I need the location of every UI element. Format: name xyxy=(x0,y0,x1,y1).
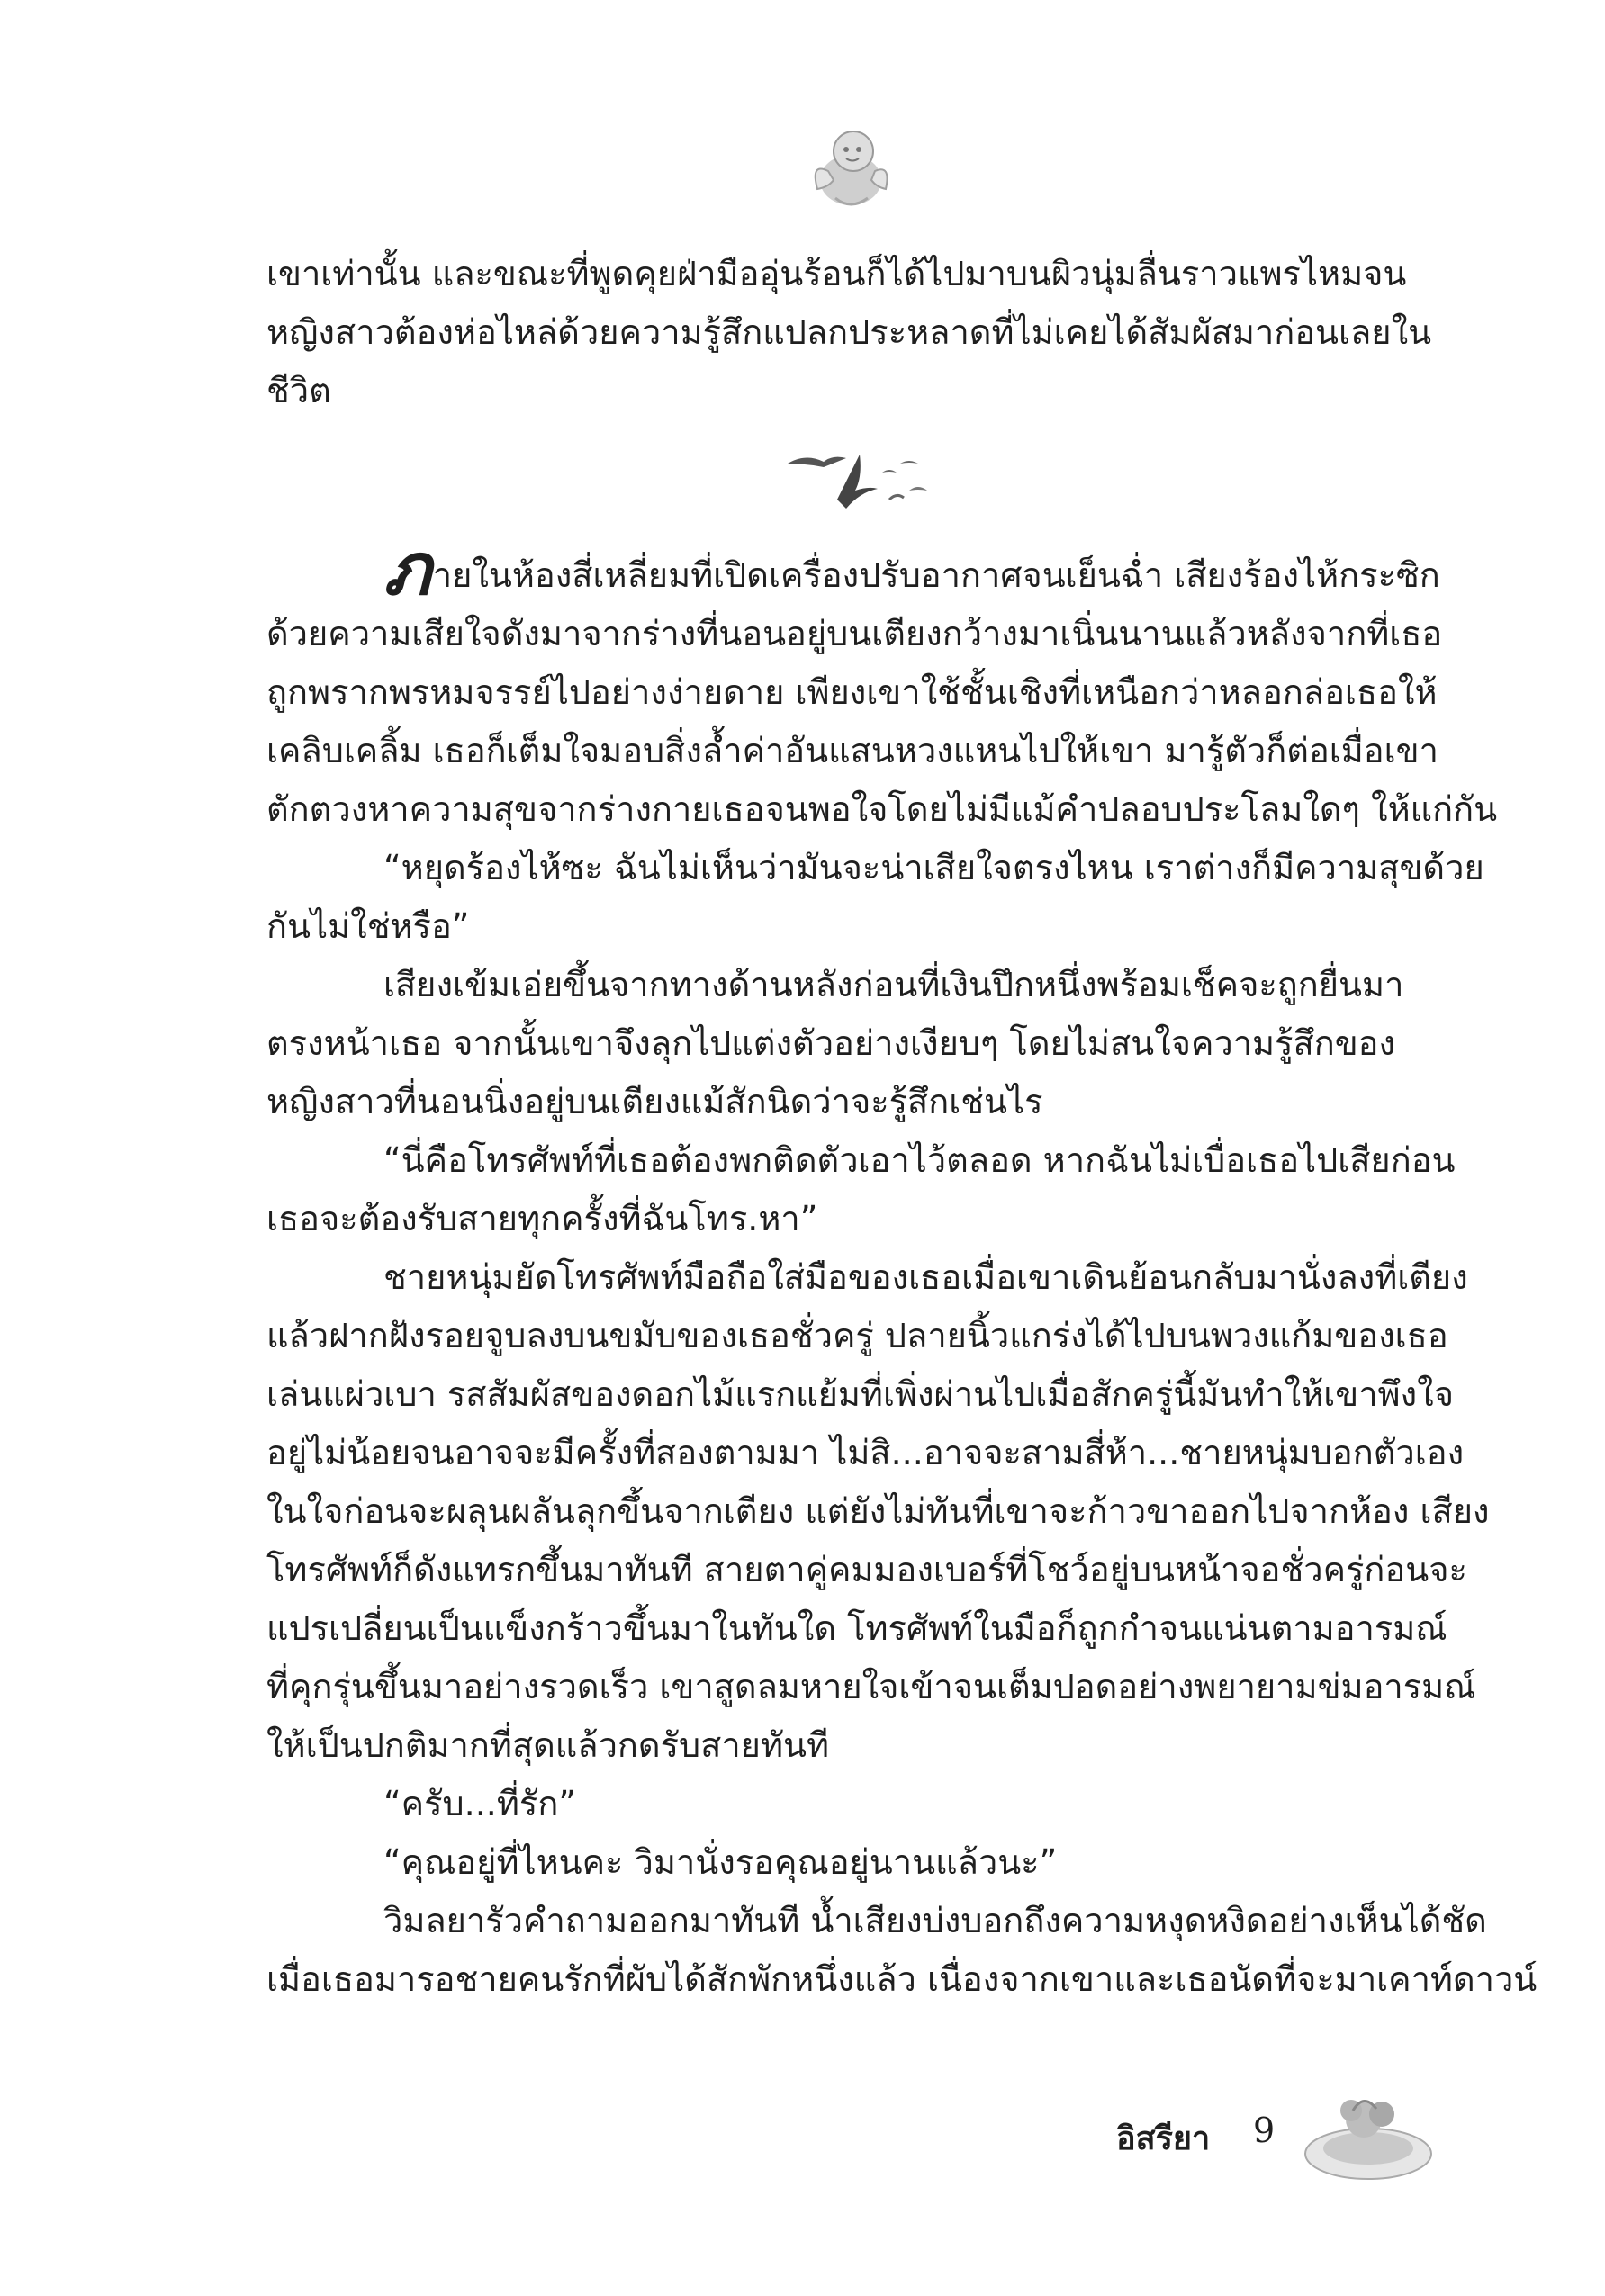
text-line: ถูกพรากพรหมจรรย์ไปอย่างง่ายดาย เพียงเขาใช้ชั้นเชิงที่เหนือกว่าหลอกล่อเธอให้ xyxy=(266,672,1438,712)
food-plate-icon xyxy=(1301,2084,1436,2183)
text-line: หญิงสาวที่นอนนิ่งอยู่บนเตียงแม้สักนิดว่าจะรู้สึกเช่นไร xyxy=(266,1082,1043,1121)
text-line: เธอจะต้องรับสายทุกครั้งที่ฉันโทร.หา” xyxy=(266,1199,818,1238)
page-number: 9 xyxy=(1253,2111,1276,2150)
text-line: ชีวิต xyxy=(266,371,331,410)
text-line: ตักตวงหาความสุขจากร่างกายเธอจนพอใจโดยไม่มีแม้คำปลอบประโลมใดๆ ให้แก่กัน xyxy=(266,789,1498,829)
body-lines xyxy=(266,605,1537,2009)
text-line: ให้เป็นปกติมากที่สุดแล้วกดรับสายทันที xyxy=(266,1725,830,1765)
cherub-icon xyxy=(801,117,900,216)
first-line-text: ายในห้องสี่เหลี่ยมที่เปิดเครื่องปรับอากาศจนเย็นฉ่ำ เสียงร้องไห้กระซิก xyxy=(432,555,1440,595)
top-paragraph xyxy=(266,245,1437,420)
text-line: “คุณอยู่ที่ไหนคะ วิมานั่งรอคุณอยู่นานแล้วนะ” xyxy=(383,1842,1058,1882)
running-title: อิสรียา xyxy=(1116,2120,1211,2157)
text-line: วิมลยารัวคำถามออกมาทันที น้ำเสียงบ่งบอกถึงความหงุดหงิดอย่างเห็นได้ชัด xyxy=(383,1901,1487,1940)
main-text xyxy=(266,527,1537,2009)
text-line: เล่นแผ่วเบา รสสัมผัสของดอกไม้แรกแย้มที่เพิ่งผ่านไปเมื่อสักครู่นี้มันทำให้เขาพึงใจ xyxy=(266,1374,1454,1414)
text-line: “นี่คือโทรศัพท์ที่เธอต้องพกติดตัวเอาไว้ตลอด หากฉันไม่เบื่อเธอไปเสียก่อน xyxy=(383,1140,1456,1180)
text-line: อยู่ไม่น้อยจนอาจจะมีครั้งที่สองตามมา ไม่สิ...อาจจะสามสี่ห้า...ชายหนุ่มบอกตัวเอง xyxy=(266,1433,1465,1472)
text-line: ในใจก่อนจะผลุนผลันลุกขึ้นจากเตียง แต่ยังไม่ทันที่เขาจะก้าวขาออกไปจากห้อง เสียง xyxy=(266,1491,1490,1531)
text-line: “ครับ...ที่รัก” xyxy=(383,1784,577,1823)
text-line: แล้วฝากฝังรอยจูบลงบนขมับของเธอชั่วครู่ ปลายนิ้วแกร่งได้ไปบนพวงแก้มของเธอ xyxy=(266,1316,1448,1355)
page-footer xyxy=(1080,2084,1404,2183)
text-line: เมื่อเธอมารอชายคนรักที่ผับได้สักพักหนึ่งแล้ว เนื่องจากเขาและเธอนัดที่จะมาเคาท์ดาวน์ xyxy=(266,1959,1537,1999)
text-line: หญิงสาวต้องห่อไหล่ด้วยความรู้สึกแปลกประหลาดที่ไม่เคยได้สัมผัสมาก่อนเลยใน xyxy=(266,312,1432,352)
first-line xyxy=(266,527,1440,611)
dropcap-letter: ภ xyxy=(383,527,431,611)
text-line: “หยุดร้องไห้ซะ ฉันไม่เห็นว่ามันจะน่าเสียใจตรงไหน เราต่างก็มีความสุขด้วย xyxy=(383,848,1484,887)
text-line: เคลิบเคลิ้ม เธอก็เต็มใจมอบสิ่งล้ำค่าอันแสนหวงแหนไปให้เขา มารู้ตัวก็ต่อเมื่อเขา xyxy=(266,731,1438,770)
text-line: แปรเปลี่ยนเป็นแข็งกร้าวขึ้นมาในทันใด โทรศัพท์ในมือก็ถูกกำจนแน่นตามอารมณ์ xyxy=(266,1608,1447,1648)
text-line: กันไม่ใช่หรือ” xyxy=(266,906,470,946)
text-line: ตรงหน้าเธอ จากนั้นเขาจึงลุกไปแต่งตัวอย่างเงียบๆ โดยไม่สนใจความรู้สึกของ xyxy=(266,1023,1396,1063)
birds-icon xyxy=(783,437,936,518)
text-line: เขาเท่านั้น และขณะที่พูดคุยฝ่ามืออุ่นร้อนก็ได้ไปมาบนผิวนุ่มลื่นราวแพรไหมจน xyxy=(266,254,1407,293)
text-line: โทรศัพท์ก็ดังแทรกขึ้นมาทันที สายตาคู่คมมองเบอร์ที่โชว์อยู่บนหน้าจอชั่วครู่ก่อนจะ xyxy=(266,1550,1467,1589)
text-line: ชายหนุ่มยัดโทรศัพท์มือถือใส่มือของเธอเมื่อเขาเดินย้อนกลับมานั่งลงที่เตียง xyxy=(383,1257,1468,1297)
text-line: ด้วยความเสียใจดังมาจากร่างที่นอนอยู่บนเตียงกว้างมาเนิ่นนานแล้วหลังจากที่เธอ xyxy=(266,614,1443,653)
text-line: เสียงเข้มเอ่ยขึ้นจากทางด้านหลังก่อนที่เงินปึกหนึ่งพร้อมเช็คจะถูกยื่นมา xyxy=(383,965,1404,1004)
text-line: ที่คุกรุ่นขึ้นมาอย่างรวดเร็ว เขาสูดลมหายใจเข้าจนเต็มปอดอย่างพยายามข่มอารมณ์ xyxy=(266,1667,1476,1706)
